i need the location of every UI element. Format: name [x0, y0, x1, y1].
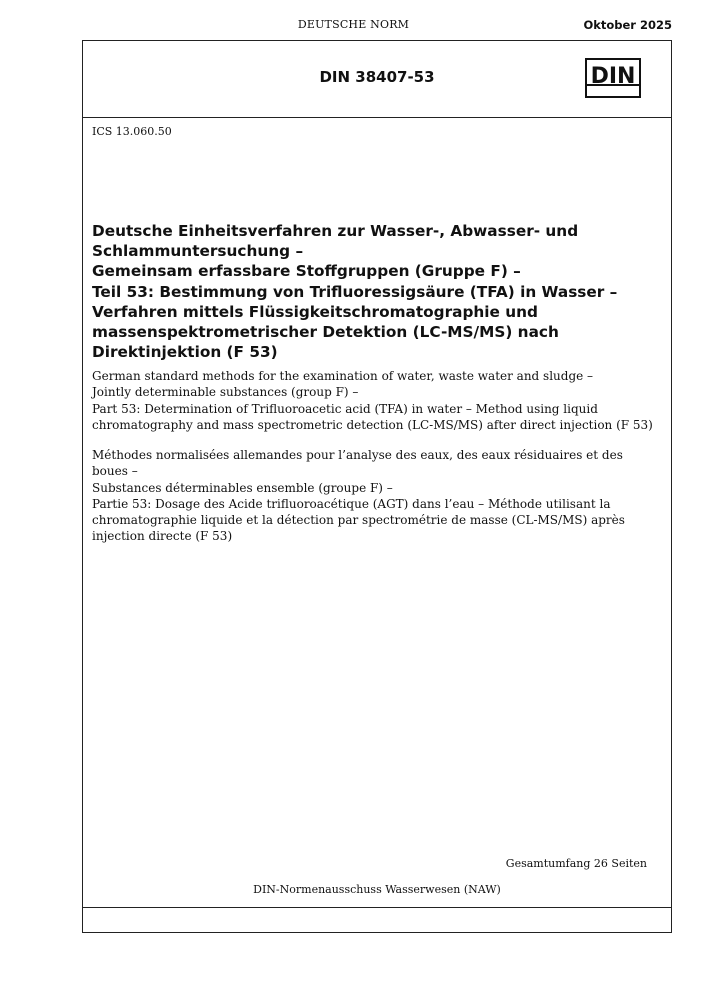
title-english-line: chromatography and mass spectrometric detection (LC-MS/MS) after direct injection (F 53)	[92, 417, 653, 432]
cover-header	[83, 41, 671, 118]
title-french-line: Substances déterminables ensemble (groupe F) –	[92, 480, 393, 495]
title-german-line: Deutsche Einheitsverfahren zur Wasser-, Abwasser- und	[92, 222, 579, 240]
din-logo-text: DIN	[590, 64, 636, 89]
footer-divider	[83, 907, 671, 908]
title-french-line: Partie 53: Dosage des Acide trifluoroacétique (AGT) dans l’eau – Méthode utilisant la	[92, 496, 611, 511]
title-english-line: Part 53: Determination of Trifluoroacetic acid (TFA) in water – Method using liquid	[92, 401, 598, 416]
title-german-line: Schlammuntersuchung –	[92, 242, 304, 261]
title-german-line: Verfahren mittels Flüssigkeitschromatographie und	[92, 302, 538, 321]
title-english-line: German standard methods for the examination of water, waste water and sludge –	[92, 369, 594, 383]
title-german-line: Teil 53: Bestimmung von Trifluoressigsäure (TFA) in Wasser –	[92, 282, 618, 301]
title-english-line: Jointly determinable substances (group F) –	[92, 385, 359, 400]
document-type-label: DEUTSCHE NORM	[297, 18, 410, 31]
title-french-line: boues –	[92, 464, 138, 479]
title-german	[92, 221, 652, 362]
title-german-line: massenspektrometrischer Detektion (LC-MS/MS) nach	[92, 323, 559, 342]
din-logo	[585, 58, 641, 98]
title-german-line: Direktinjektion (F 53)	[92, 343, 278, 362]
title-french	[92, 447, 662, 545]
publication-date: Oktober 2025	[583, 18, 672, 32]
title-french-line: chromatographie liquide et la détection par spectrométrie de masse (CL-MS/MS) après	[92, 513, 625, 528]
title-french-line: Méthodes normalisées allemandes pour l’analyse des eaux, des eaux résiduaires et des	[92, 448, 623, 462]
cover-frame	[82, 40, 672, 933]
total-pages: Gesamtumfang 26 Seiten	[505, 857, 647, 870]
title-english	[92, 368, 662, 433]
ics-code: ICS 13.060.50	[92, 125, 172, 138]
title-german-line: Gemeinsam erfassbare Stoffgruppen (Gruppe F) –	[92, 262, 521, 281]
title-french-line: injection directe (F 53)	[92, 529, 233, 544]
standards-committee: DIN-Normenausschuss Wasserwesen (NAW)	[253, 883, 501, 896]
standard-number: DIN 38407-53	[319, 68, 435, 86]
